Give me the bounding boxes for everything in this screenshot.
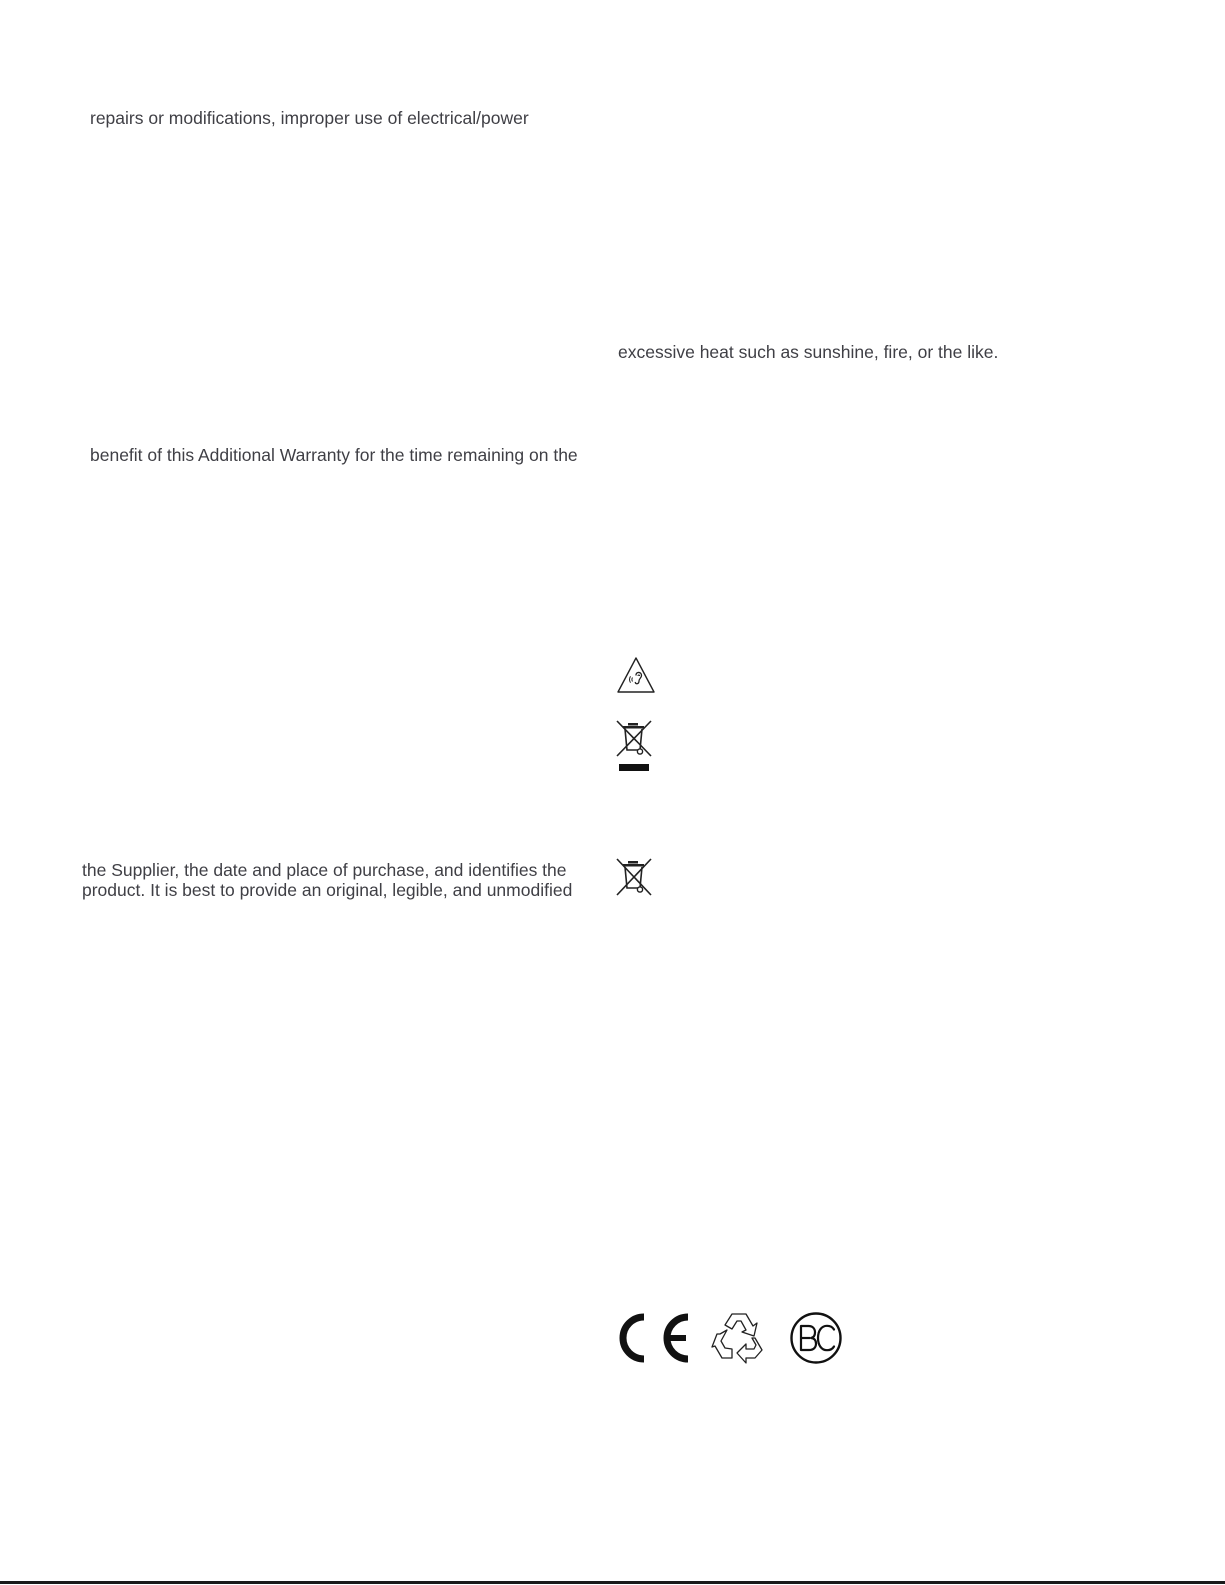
ce-mark-icon: [616, 1312, 692, 1364]
body-text-line: repairs or modifications, improper use of electrical/power: [90, 108, 529, 128]
bc-mark-icon: [788, 1311, 844, 1365]
hearing-warning-icon: [616, 656, 656, 694]
recycle-icon: [710, 1308, 768, 1364]
body-text-line: product. It is best to provide an original, legible, and unmodified: [82, 880, 573, 900]
body-text-line: benefit of this Additional Warranty for the time remaining on the: [90, 445, 578, 465]
page-bottom-rule: [0, 1581, 1225, 1584]
weee-bin-with-bar-icon: [614, 718, 654, 774]
weee-bin-icon: [614, 856, 654, 898]
body-text-line: excessive heat such as sunshine, fire, or the like.: [618, 342, 999, 362]
body-text-line: the Supplier, the date and place of purchase, and identifies the: [82, 860, 567, 880]
